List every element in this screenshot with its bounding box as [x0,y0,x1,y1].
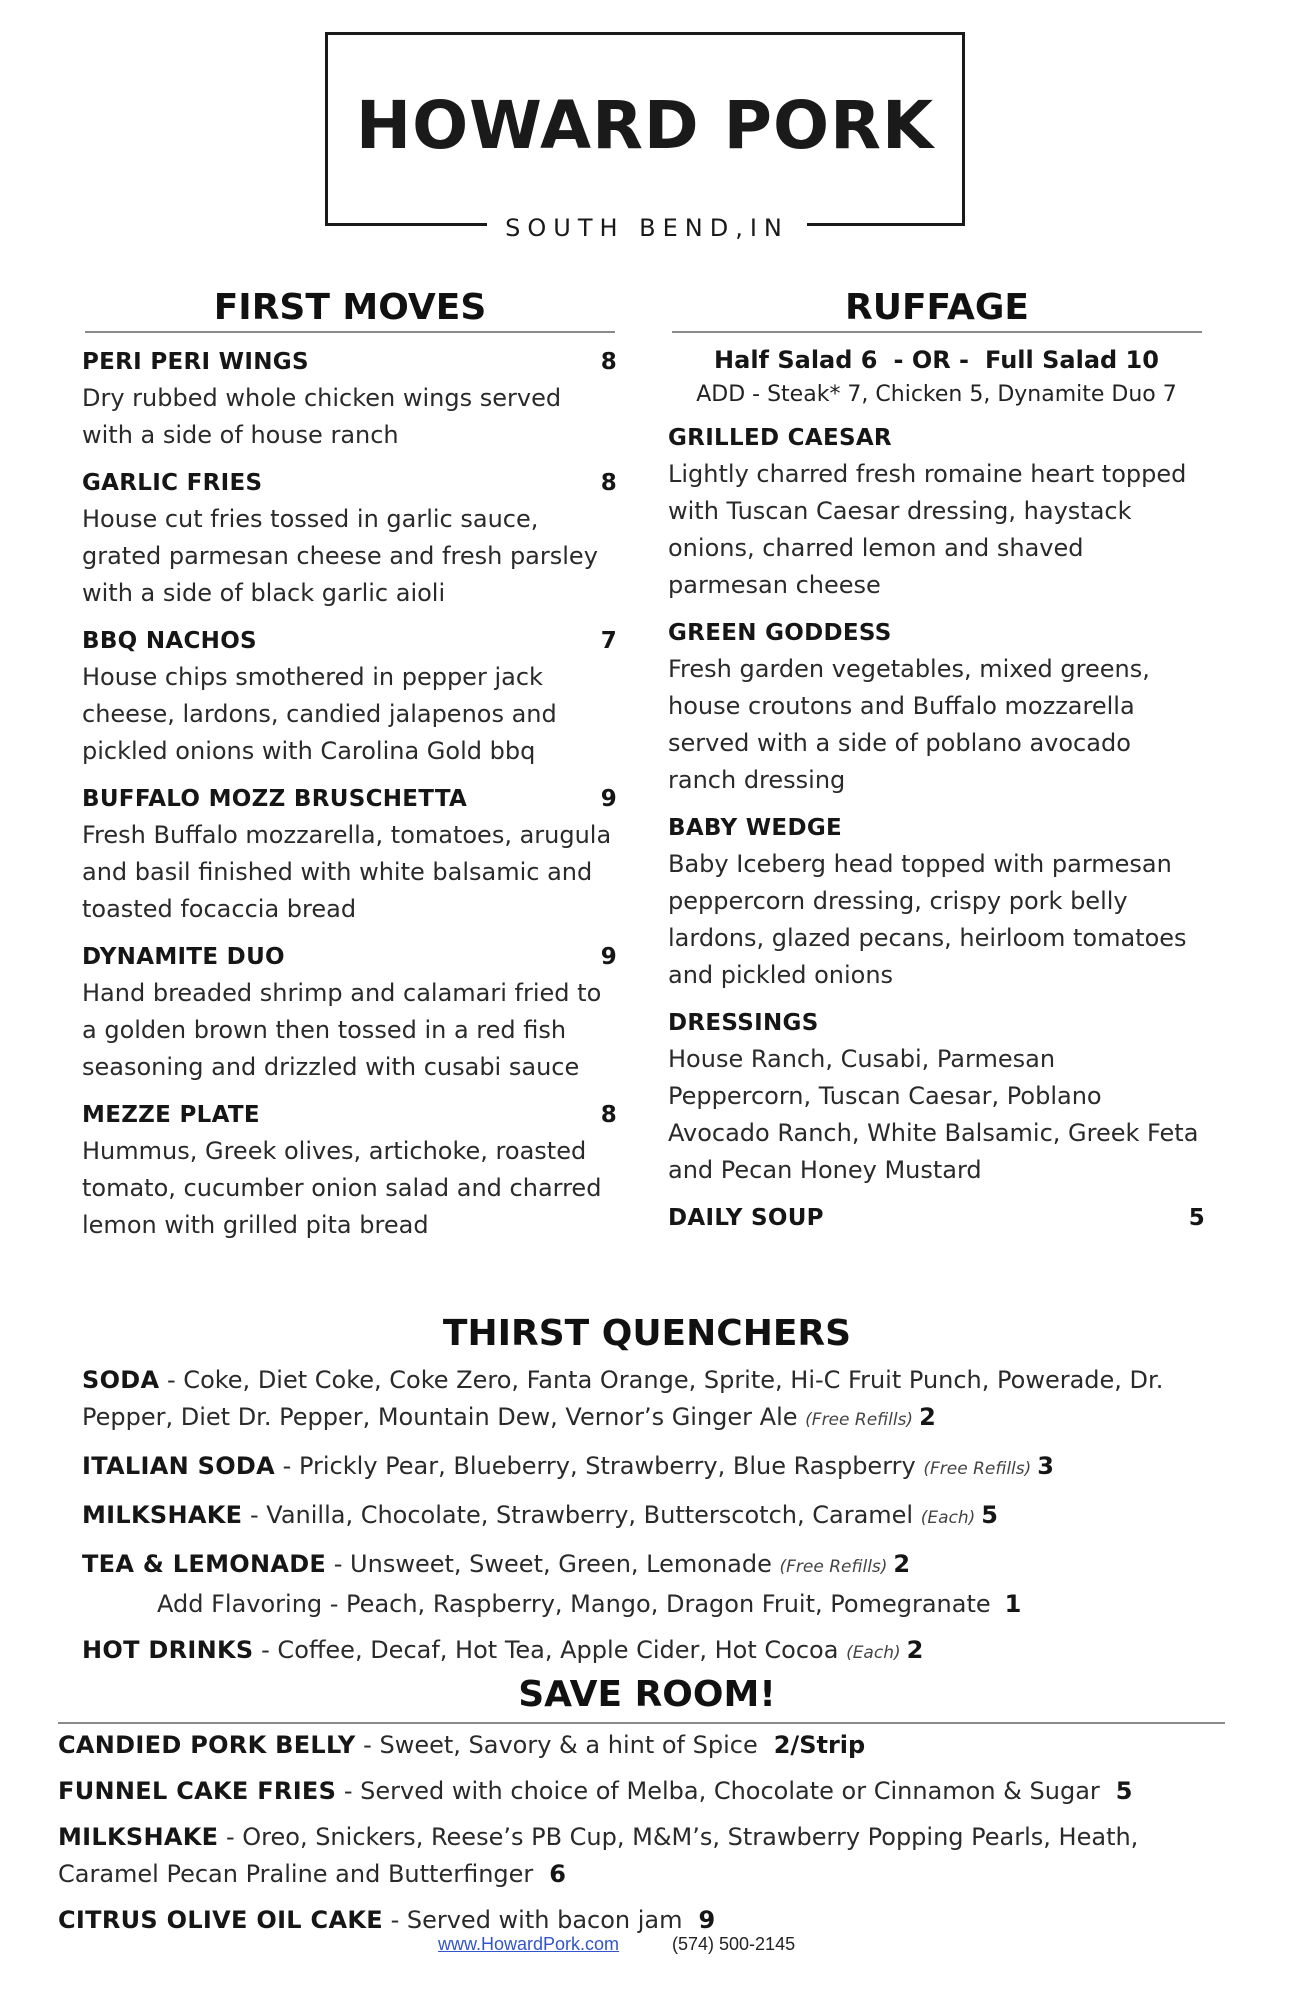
item-name: MEZZE PLATE [82,1102,260,1128]
item-description: House Ranch, Cusabi, Parmesan Peppercorn, Tuscan Caesar, Poblano Avocado Ranch, White Balsamic, Greek Feta and Pecan Honey Mustard [668,1045,1199,1184]
dessert-description: - Sweet, Savory & a hint of Spice [355,1731,758,1759]
drink-options: - Coke, Diet Coke, Coke Zero, Fanta Orange, Sprite, Hi-C Fruit Punch, Powerade, Dr. Pepper, Diet Dr. Pepper, Mountain Dew, Vernor’s Ginger Ale [82,1366,1164,1431]
drink-addon [82,1586,1212,1623]
full-salad-option: Full Salad 10 [985,346,1159,374]
item-price: 8 [600,470,617,496]
item-name: DAILY SOUP [668,1205,824,1231]
divider [672,331,1202,333]
website-link[interactable]: www.HowardPork.com [438,1934,620,1954]
drinks-list [82,1362,1212,1681]
section-title-thirst-quenchers: THIRST QUENCHERS [442,1313,852,1354]
menu-item [668,1200,1205,1236]
item-description: House cut fries tossed in garlic sauce, grated parmesan cheese and fresh parsley with a side of black garlic aioli [82,505,598,607]
drink-price: 2 [906,1636,924,1664]
section-title-first-moves: FIRST MOVES [213,287,487,328]
dessert-name: FUNNEL CAKE FRIES [58,1777,337,1805]
ruffage-list [668,342,1205,1247]
menu-item [82,465,617,612]
drink-name: HOT DRINKS [82,1636,254,1664]
drink-note: (Free Refills) [805,1410,914,1430]
dessert-list [58,1727,1228,1948]
location-line [0,213,1294,243]
drink-price: 3 [1037,1452,1054,1480]
drink-options: - Unsweet, Sweet, Green, Lemonade [326,1550,780,1578]
drink-price: 5 [981,1501,998,1529]
drink-note: (Free Refills) [923,1459,1032,1479]
dessert-item [58,1819,1228,1893]
item-name: GRILLED CAESAR [668,425,892,451]
salad-size-options [668,342,1205,378]
item-price: 9 [600,944,617,970]
drink-note: (Each) [846,1643,901,1663]
divider [58,1722,1225,1724]
dessert-name: MILKSHAKE [58,1823,219,1851]
drink-name: ITALIAN SODA [82,1452,276,1480]
dessert-item [58,1727,1228,1764]
dessert-description: - Served with bacon jam [382,1906,683,1934]
section-title-save-room: SAVE ROOM! [518,1674,776,1715]
restaurant-name: HOWARD PORK [355,87,935,164]
drink-item [82,1362,1212,1439]
dessert-price: 9 [698,1906,716,1934]
item-price: 8 [600,1102,617,1128]
menu-item [668,1005,1205,1189]
dessert-item [58,1902,1228,1939]
drink-options: - Coffee, Decaf, Hot Tea, Apple Cider, Hot Cocoa [253,1636,847,1664]
item-description: Hummus, Greek olives, artichoke, roasted tomato, cucumber onion salad and charred lemon with grilled pita bread [82,1137,602,1239]
menu-item [82,344,617,454]
drink-item [82,1497,1212,1537]
drink-item [82,1546,1212,1586]
menu-item [82,623,617,770]
dessert-description: - Oreo, Snickers, Reese’s PB Cup, M&M’s, Strawberry Popping Pearls, Heath, Caramel Pecan Praline and Butterfinger [58,1823,1139,1888]
item-name: GARLIC FRIES [82,470,263,496]
addon-price: 1 [1004,1590,1022,1618]
menu-item [82,939,617,1086]
drink-item [82,1448,1212,1488]
item-description: House chips smothered in pepper jack cheese, lardons, candied jalapenos and pickled onions with Carolina Gold bbq [82,663,557,765]
menu-item [668,420,1205,604]
dessert-item [58,1773,1228,1810]
item-name: BUFFALO MOZZ BRUSCHETTA [82,786,468,812]
divider [85,331,615,333]
item-description: Lightly charred fresh romaine heart topped with Tuscan Caesar dressing, haystack onions, charred lemon and shaved parmesan cheese [668,460,1187,599]
add-protein-line: ADD - Steak* 7, Chicken 5, Dynamite Duo 7 [696,382,1177,407]
restaurant-location: SOUTH BEND,IN [487,213,807,243]
dessert-name: CITRUS OLIVE OIL CAKE [58,1906,383,1934]
item-description: Baby Iceberg head topped with parmesan peppercorn dressing, crispy pork belly lardons, glazed pecans, heirloom tomatoes and pickled onions [668,850,1187,989]
half-salad-option: Half Salad 6 [714,346,878,374]
item-name: PERI PERI WINGS [82,349,309,375]
item-name: DYNAMITE DUO [82,944,285,970]
logo-frame [325,32,965,226]
item-price: 8 [600,349,617,375]
item-name: DRESSINGS [668,1010,819,1036]
drink-options: - Prickly Pear, Blueberry, Strawberry, Blue Raspberry [275,1452,924,1480]
drink-item [82,1632,1212,1672]
item-name: BABY WEDGE [668,815,843,841]
phone-number: (574) 500-2145 [672,1934,796,1954]
drink-note: (Free Refills) [779,1557,888,1577]
menu-item [668,615,1205,799]
dessert-price: 6 [549,1860,566,1888]
drink-options: - Vanilla, Chocolate, Strawberry, Butterscotch, Caramel [242,1501,921,1529]
item-description: Dry rubbed whole chicken wings served with a side of house ranch [82,384,562,449]
drink-note: (Each) [920,1508,976,1528]
drink-name: MILKSHAKE [82,1501,243,1529]
item-description: Hand breaded shrimp and calamari fried to a golden brown then tossed in a red fish seasoning and drizzled with cusabi sauce [82,979,602,1081]
drink-name: SODA [82,1366,160,1394]
drink-price: 2 [919,1403,936,1431]
item-name: GREEN GODDESS [668,620,892,646]
menu-item [82,1097,617,1244]
section-title-ruffage: RUFFAGE [844,287,1029,328]
first-moves-list [82,344,617,1255]
item-price: 9 [600,786,617,812]
dessert-description: - Served with choice of Melba, Chocolate or Cinnamon & Sugar [336,1777,1100,1805]
item-description: Fresh garden vegetables, mixed greens, house croutons and Buffalo mozzarella served with a side of poblano avocado ranch dressing [668,655,1150,794]
item-name: BBQ NACHOS [82,628,257,654]
dessert-price: 2/Strip [773,1731,866,1759]
item-description: Fresh Buffalo mozzarella, tomatoes, arugula and basil finished with white balsamic and toasted focaccia bread [82,821,612,923]
addon-text: Add Flavoring - Peach, Raspberry, Mango, Dragon Fruit, Pomegranate [157,1590,991,1618]
item-price: 5 [1188,1205,1205,1231]
menu-item [82,781,617,928]
dessert-name: CANDIED PORK BELLY [58,1731,356,1759]
item-price: 7 [600,628,617,654]
drink-price: 2 [893,1550,911,1578]
drink-name: TEA & LEMONADE [82,1550,327,1578]
dessert-price: 5 [1115,1777,1133,1805]
menu-item [668,810,1205,994]
or-separator: - OR - [893,346,970,374]
